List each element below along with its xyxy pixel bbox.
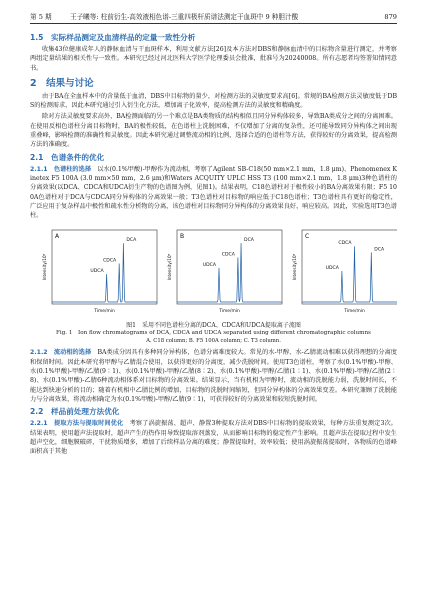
panel-letter: C xyxy=(305,233,310,241)
x-axis-label: Time/min xyxy=(344,309,365,315)
chromatogram-panel-a xyxy=(42,230,157,314)
y-axis-label: Intensity/10⁶ xyxy=(167,254,172,281)
figure-1-caption-zh: 图1 采用不同色谱柱分离的DCA、CDCA和UDCA提取离子流图 xyxy=(126,322,301,330)
running-title: 王子曦等: 柱前衍生-高效液相色谱-三重四极杆质谱法测定干血斑中 9 种胆汁酸 xyxy=(70,13,299,21)
panel-frame xyxy=(52,230,157,304)
peak-label-dca: DCA xyxy=(374,247,385,253)
intro-paragraph-1: 由于BA在全血样本中的含量低于血清，DBS中目标物的量少，对检测方法的灵敏度要求高[6]。常规的BA检测方法灵敏度低于DBS的检测需求，因此本研究通过引入衍生化方法，增加离子化效率，提高检测方法的灵敏度和精确度。 xyxy=(30,92,398,110)
section-2-1-1-lead: 2.1.1 色谱柱的选择 xyxy=(30,165,92,173)
x-axis-label: Time/min xyxy=(219,309,240,315)
section-2-1-heading: 2.1 色谱条件的优化 xyxy=(30,152,105,162)
intro-paragraph-2: 除对方法灵敏度要求高外，BA检测面临的另一个难点是BA类物质的结构相似且同分异构体较多，导致BA类成分之间的分离困难。在使用反相色谱柱分离目标物时，BA的极性较低，在色谱柱上洗脱困难，不仅增加了分离的复杂性，还可能导致同分异构体之间出现重叠峰，影响检测的准确性和灵敏度。因此本研究通过调整流动相的比例，选择合适的色谱柱等方法，获得较好的分离效果，提高检测方法的准确度。 xyxy=(30,113,397,149)
section-1-5-text: 收集43位健康成年人的静脉血清与干血斑样本，利用文献方法[26]及本方法对DBS和静脉血清中的目标物含量进行测定，并考察两组定量结果的相关性与一致性。本研究已经过河北医科大学医学伦理委员会批准，批准号为20240008。所有志愿者均签署知情同意书。 xyxy=(30,46,397,72)
x-axis-label: Time/min xyxy=(94,309,115,315)
panel-letter: B xyxy=(180,233,185,241)
y-axis-label: Intensity/10⁶ xyxy=(292,254,297,281)
section-2-1-2-lead: 2.1.2 流动相的选择 xyxy=(30,349,92,357)
section-2-1-1-text: 以水(0.1%甲酸)-甲醇作为流动相，考察了Agilent SB-C18(50 mm×2.1 mm，1.8 μm)、Phenomenex Kinetex F5 100A (3.0 mm×50 mm，2.6 μm)和Waters ACQUITY UPLC HSS T3 (100 mm×2.1 mm，1.8 μm)3种色谱柱的分离效果(以DCA、CDCA和UDCA衍生产物的色谱图为例，见图1)。结果表明，C18色谱柱对于极性较小的BA分离效果有限；F5 100A色谱柱对于DCA与CDCA同分异构体的分离效果一般；T3色谱柱对目标物的响应低于C18色谱柱；T3色谱柱具有更好的稳定性，广泛应用于复杂样品中极性和疏水性分析物的分离，该色谱柱对目标物同分异构体的分离效果良好，响应较高。因此，实验选用T3色谱柱。 xyxy=(30,165,397,220)
section-2-2-1-lead: 2.2.1 提取方法与提取时间优化 xyxy=(30,420,124,428)
chromatogram-trace xyxy=(302,247,397,303)
figure-1-caption-en: Fig. 1 Ion flow chromatograms of DCA, CDCA and UDCA separated using different chromatographic columns xyxy=(56,330,371,337)
peak-label-udca: UDCA xyxy=(90,269,104,275)
section-2-1-2-paragraph xyxy=(30,348,397,404)
section-2-2-1-text: 考察了涡旋振荡、超声、静置3种提取方法对DBS中目标物的提取效果，每种方法重复测定3次。结果表明，使用超声法提取时，超声产生的热作用导致提取溶剂蒸发，从而影响目标物的稳定性产生影响。且超声法在提取过程中发生超声空化，细胞膜破碎，干扰物质增多，增加了后续样品分离的难度；静置提取时，效率较低；使用涡旋振荡提取时，各物质的色谱峰面积高于其他 xyxy=(30,420,397,456)
peak-label-udca: UDCA xyxy=(325,266,339,272)
figure-1 xyxy=(30,224,397,320)
section-2-2-heading: 2.2 样品前处理方法优化 xyxy=(30,407,120,417)
section-2-1-2-text: BA类成分因具有多种同分异构体，色谱分离难度较大。常见的水-甲醇、水-乙腈流动相难以获得理想的分离度和保留时间。因此本研究将甲醇与乙腈混合使用，以获得更好的分离度，减少洗脱时间。使用T3色谱柱，考察了水(0.1%甲酸)-甲醇、水(0.1%甲酸)-甲醇/乙腈(9∶1)、水(0.1%甲酸)-甲醇/乙腈(8∶2)、水(0.1%甲酸)-甲醇/乙腈(1∶1)、水(0.1%甲酸)-甲醇/乙腈(2∶8)、水(0.1%甲酸)-乙腈6种流动相体系对目标物的分离效果。结果显示，当有机相为甲醇时，流动相的洗脱能力弱，洗脱时间长，不能达到快速分析的目的；随着有机相中乙腈比例的增加，目标物的洗脱时间缩短，但同分异构体的分离效果变差。本研究兼顾了洗脱能力与分离效果，将流动相确定为水(0.1%甲酸)-甲醇/乙腈(9∶1)，可获得较好的分离效果和较短洗脱时间。 xyxy=(30,349,397,403)
main-content xyxy=(30,32,397,458)
section-2-1-1-paragraph xyxy=(30,165,397,221)
y-axis-label: Intensity/10⁶ xyxy=(42,254,47,281)
issue-number: 第 5 期 xyxy=(30,13,52,21)
chromatogram-panel-c xyxy=(292,230,397,314)
peak-label-cdca: CDCA xyxy=(338,241,352,247)
section-2-heading: 2 结果与讨论 xyxy=(30,77,94,89)
peak-label-dca: DCA xyxy=(126,238,137,244)
panel-frame xyxy=(177,230,282,304)
chromatogram-panel-b xyxy=(167,230,282,314)
panel-letter: A xyxy=(55,233,60,241)
page-number: 879 xyxy=(384,13,397,21)
chromatogram-panels xyxy=(30,224,397,320)
peak-label-udca: UDCA xyxy=(202,263,216,269)
peak-label-cdca: CDCA xyxy=(221,252,235,258)
running-header xyxy=(30,11,397,24)
section-2-2-1-paragraph xyxy=(30,419,397,456)
peak-label-cdca: CDCA xyxy=(103,259,117,265)
chromatogram-trace xyxy=(52,244,157,303)
figure-1-caption-sub: A. C18 column; B. F5 100A column; C. T3 column. xyxy=(146,337,281,344)
peak-label-dca: DCA xyxy=(244,238,254,244)
section-1-5-heading: 1.5 实际样品测定及血清样品的定量一致性分析 xyxy=(30,33,196,42)
